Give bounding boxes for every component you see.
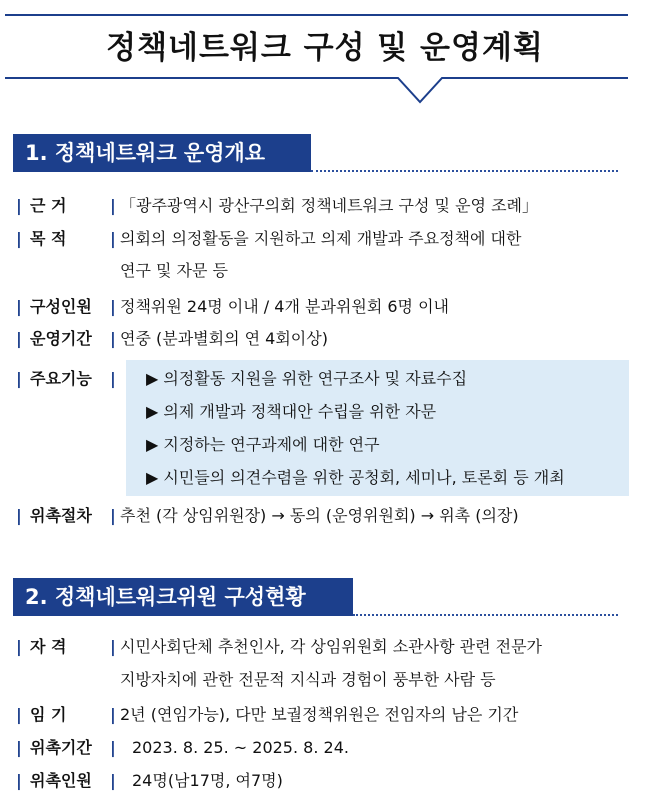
functions-label: 주요기능 <box>30 369 92 388</box>
composition-value: 정책위원 24명 이내 / 4개 분과위원회 6명 이내 <box>120 297 450 316</box>
section-2-rule <box>353 614 618 616</box>
procedure-label: 위촉절차 <box>30 506 92 525</box>
section-1-rule <box>311 170 618 172</box>
appoint-period-label: 위촉기간 <box>30 738 92 757</box>
basis-value: 「광주광역시 광산구의회 정책네트워크 구성 및 운영 조례」 <box>120 196 539 215</box>
composition-label: 구성인원 <box>30 297 92 316</box>
function-item: ▶ 지정하는 연구과제에 대한 연구 <box>146 435 380 454</box>
members-row: | 위촉인원 | 24명(남17명, 여7명) <box>16 771 283 790</box>
section-1-heading: 1. 정책네트워크 운영개요 <box>13 134 311 172</box>
term-label: 임 기 <box>30 705 67 724</box>
term-row: | 임 기 | 2년 (연임가능), 다만 보궐정책위원은 전임자의 남은 기간 <box>16 705 519 724</box>
basis-label: 근 거 <box>30 196 67 215</box>
page-title: 정책네트워크 구성 및 운영계획 <box>106 30 544 66</box>
function-item: ▶ 의정활동 지원을 위한 연구조사 및 자료수집 <box>146 369 468 388</box>
basis-row: | 근 거 | 「광주광역시 광산구의회 정책네트워크 구성 및 운영 조례」 <box>16 196 539 215</box>
members-label: 위촉인원 <box>30 771 92 790</box>
qualification-value: 시민사회단체 추천인사, 각 상임위원회 소관사항 관련 전문가 <box>120 637 543 656</box>
members-value: 24명(남17명, 여7명) <box>132 771 283 790</box>
functions-row: | 주요기능 | <box>16 369 116 388</box>
function-item: ▶ 의제 개발과 정책대안 수립을 위한 자문 <box>146 402 437 421</box>
qualification-value-continued: 지방자치에 관한 전문적 지식과 경험이 풍부한 사람 등 <box>120 670 496 689</box>
function-item: ▶ 시민들의 의견수렴을 위한 공청회, 세미나, 토론회 등 개최 <box>146 468 565 487</box>
term-value: 2년 (연임가능), 다만 보궐정책위원은 전임자의 남은 기간 <box>120 705 519 724</box>
procedure-row: | 위촉절차 | 추천 (각 상임위원장) → 동의 (운영위원회) → 위촉 (의장) <box>16 506 519 525</box>
purpose-value-continued: 연구 및 자문 등 <box>120 261 228 280</box>
appoint-period-row: | 위촉기간 | 2023. 8. 25. ~ 2025. 8. 24. <box>16 738 349 757</box>
purpose-label: 목 적 <box>30 229 67 248</box>
purpose-row: | 목 적 | 의회의 의정활동을 지원하고 의제 개발과 주요정책에 대한 <box>16 229 522 248</box>
purpose-value: 의회의 의정활동을 지원하고 의제 개발과 주요정책에 대한 <box>120 229 522 248</box>
row-marker: | <box>16 196 22 215</box>
qualification-label: 자 격 <box>30 637 67 656</box>
period-row: | 운영기간 | 연중 (분과별회의 연 4회이상) <box>16 329 328 348</box>
section-2-heading: 2. 정책네트워크위원 구성현황 <box>13 578 353 616</box>
composition-row: | 구성인원 | 정책위원 24명 이내 / 4개 분과위원회 6명 이내 <box>16 297 450 316</box>
qualification-row: | 자 격 | 시민사회단체 추천인사, 각 상임위원회 소관사항 관련 전문가 <box>16 637 543 656</box>
title-banner <box>0 0 650 110</box>
procedure-value: 추천 (각 상임위원장) → 동의 (운영위원회) → 위촉 (의장) <box>120 506 519 525</box>
appoint-period-value: 2023. 8. 25. ~ 2025. 8. 24. <box>132 738 349 757</box>
period-label: 운영기간 <box>30 329 92 348</box>
period-value: 연중 (분과별회의 연 4회이상) <box>120 329 328 348</box>
